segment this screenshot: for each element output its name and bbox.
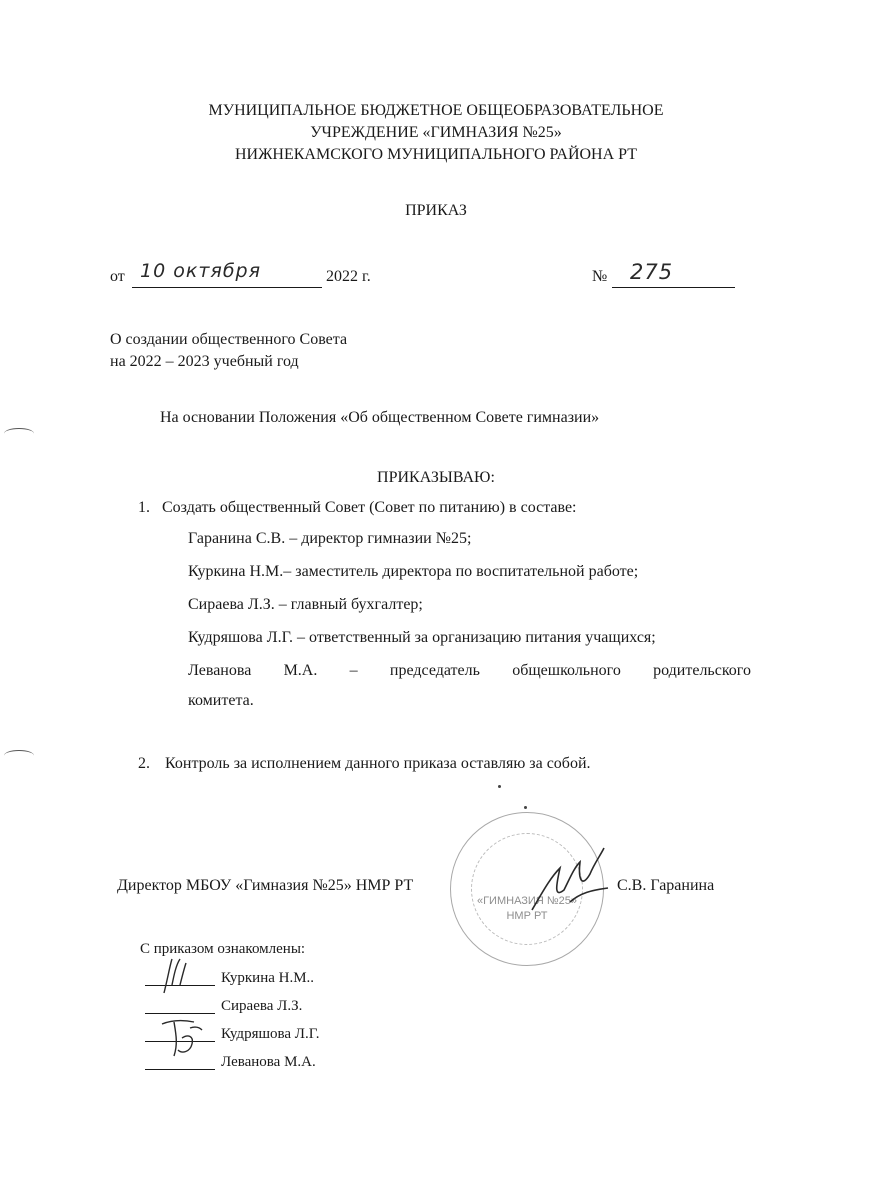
subject-line-1: О создании общественного Совета bbox=[110, 331, 348, 348]
order-word: ПРИКАЗЫВАЮ: bbox=[377, 469, 495, 486]
acquainted-title: С приказом ознакомлены: bbox=[140, 941, 306, 957]
margin-mark bbox=[4, 750, 34, 761]
member-2: Куркина Н.М.– заместитель директора по воспитательной работе; bbox=[188, 563, 639, 580]
date-underline bbox=[132, 287, 322, 288]
member-4: Кудряшова Л.Г. – ответственный за организацию питания учащихся; bbox=[188, 629, 656, 646]
director-signature bbox=[530, 838, 610, 918]
signature-position: Директор МБОУ «Гимназия №25» НМР РТ bbox=[117, 877, 414, 894]
organization-header bbox=[0, 100, 872, 166]
acquainted-person-4: Леванова М.А. bbox=[221, 1054, 316, 1070]
sign-line bbox=[145, 1069, 215, 1070]
acquainted-person-3: Кудряшова Л.Г. bbox=[221, 1026, 320, 1042]
member-5-word: председатель bbox=[389, 662, 480, 679]
item-2-number: 2. bbox=[138, 755, 150, 772]
acquainted-person-1: Куркина Н.М.. bbox=[221, 970, 315, 986]
item-1-number: 1. bbox=[138, 499, 150, 516]
number-handwritten: 275 bbox=[630, 260, 674, 284]
member-5-word: – bbox=[349, 662, 358, 679]
member-5-word: Леванова bbox=[188, 662, 252, 679]
member-1: Гаранина С.В. – директор гимназии №25; bbox=[188, 530, 472, 547]
number-prefix: № bbox=[592, 268, 608, 285]
stamp-text-1: «ГИМНАЗИЯ №25» bbox=[476, 895, 577, 907]
stamp-text-2: НМР РТ bbox=[506, 910, 548, 922]
basis-text: На основании Положения «Об общественном Совете гимназии» bbox=[160, 409, 600, 426]
header-line-1: МУНИЦИПАЛЬНОЕ БЮДЖЕТНОЕ ОБЩЕОБРАЗОВАТЕЛЬНОЕ bbox=[208, 102, 664, 119]
document-title: ПРИКАЗ bbox=[405, 202, 467, 219]
item-2-text: Контроль за исполнением данного приказа оставляю за собой. bbox=[165, 755, 591, 772]
signature-name: С.В. Гаранина bbox=[617, 877, 715, 894]
member-5-word: общешкольного bbox=[512, 662, 621, 679]
subject-line-2: на 2022 – 2023 учебный год bbox=[110, 353, 299, 370]
member-5-word: родительского bbox=[653, 662, 751, 679]
member-5-line bbox=[188, 662, 751, 680]
number-underline bbox=[612, 287, 735, 288]
member-3: Сираева Л.З. – главный бухгалтер; bbox=[188, 596, 423, 613]
header-line-3: НИЖНЕКАМСКОГО МУНИЦИПАЛЬНОГО РАЙОНА РТ bbox=[234, 146, 638, 163]
initials-signature bbox=[160, 955, 190, 995]
margin-mark bbox=[4, 428, 34, 439]
ink-dot bbox=[498, 785, 501, 788]
member-5-continuation: комитета. bbox=[188, 692, 254, 709]
header-line-2: УЧРЕЖДЕНИЕ «ГИМНАЗИЯ №25» bbox=[310, 124, 562, 141]
ink-dot bbox=[524, 806, 527, 809]
date-suffix: 2022 г. bbox=[326, 268, 371, 285]
member-5-word: М.А. bbox=[283, 662, 318, 679]
date-handwritten: 10 октября bbox=[140, 260, 262, 282]
initials-signature bbox=[160, 1014, 204, 1060]
acquainted-person-2: Сираева Л.З. bbox=[221, 998, 303, 1014]
item-1-text: Создать общественный Совет (Совет по питанию) в составе: bbox=[162, 499, 577, 516]
date-prefix: от bbox=[110, 268, 125, 285]
